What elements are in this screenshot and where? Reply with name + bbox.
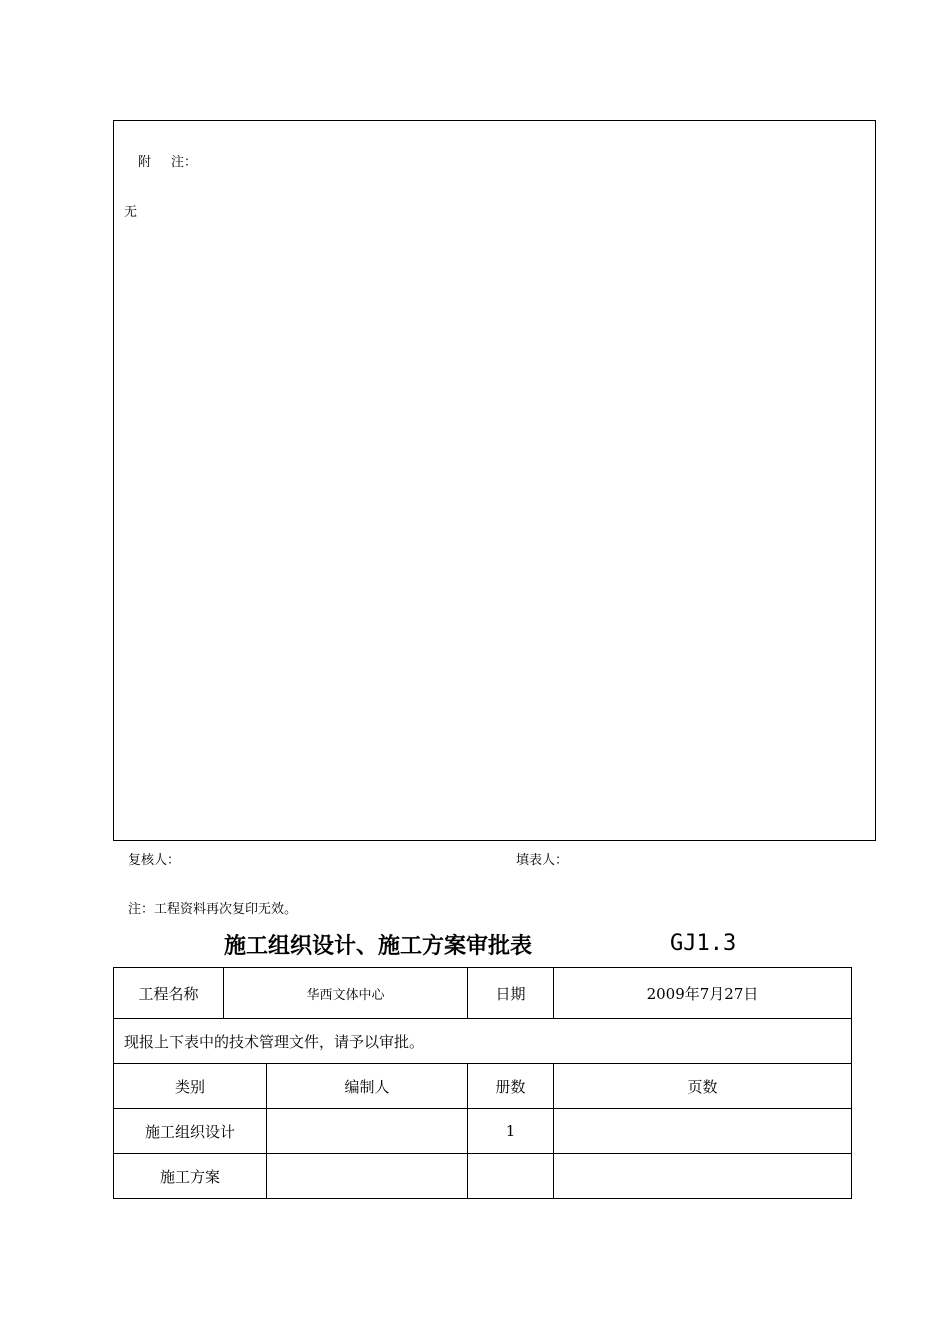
table-row-1-pages [554, 1109, 851, 1153]
table-row-2-volumes [468, 1154, 553, 1198]
filler-label: 填表人： [516, 853, 569, 868]
form-code: GJ1.3 [670, 931, 737, 956]
form-title: 施工组织设计、施工方案审批表 [224, 933, 533, 959]
project-name-value: 华西文体中心 [306, 987, 385, 1003]
column-header-volumes: 册数 [495, 1077, 526, 1096]
date-label: 日期 [495, 984, 526, 1003]
date-value: 2009年7月27日 [646, 984, 759, 1003]
approval-table [113, 967, 852, 1199]
project-name-label: 工程名称 [138, 984, 199, 1003]
column-header-pages: 页数 [687, 1077, 718, 1096]
column-header-author: 编制人 [344, 1077, 390, 1096]
table-row-2-pages [554, 1154, 851, 1198]
notes-label-right: 注： [171, 155, 198, 170]
notes-box [113, 120, 876, 841]
footnote: 注：工程资料再次复印无效。 [128, 902, 298, 917]
column-header-category: 类别 [174, 1077, 205, 1096]
notes-label [138, 151, 197, 170]
notes-content: 无 [124, 205, 138, 220]
table-row-1-volumes: 1 [505, 1122, 516, 1140]
table-row-1-author [267, 1109, 467, 1153]
table-row-1-category: 施工组织设计 [144, 1122, 235, 1141]
table-row-2-category: 施工方案 [159, 1167, 220, 1186]
reviewer-label: 复核人： [128, 853, 181, 868]
table-row-2-author [267, 1154, 467, 1198]
request-text: 现报上下表中的技术管理文件，请予以审批。 [124, 1032, 425, 1051]
notes-label-left: 附 [138, 155, 152, 170]
